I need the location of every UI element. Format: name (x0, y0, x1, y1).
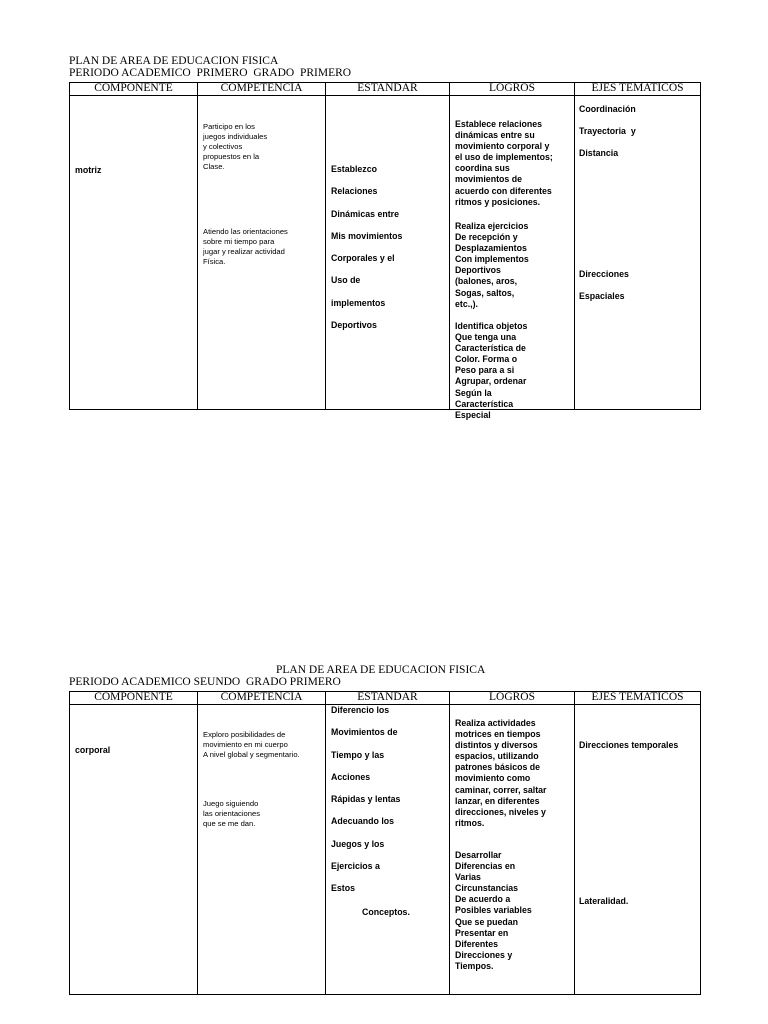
componente-value: motriz (75, 165, 102, 175)
ejes-text-1: Direcciones temporales (579, 740, 679, 750)
section2-title: PLAN DE AREA DE EDUCACION FISICA (276, 664, 486, 676)
estandar-cell (326, 96, 450, 410)
logro-text-1: Realiza actividades motrices en tiempos distintos y diversos espacios, utilizando patrones básicos de movimiento como caminar, correr, saltar lanzar, en diferentes direcciones, niveles y ritmos. (455, 718, 547, 828)
componente-cell (70, 96, 198, 410)
section1-table (69, 82, 701, 420)
section1-period: PERIODO ACADEMICO PRIMERO GRADO PRIMERO (69, 67, 352, 79)
logro-text-3: Identifica objetos Que tenga una Característica de Color. Forma o Peso para a si Agrupar, ordenar Según la Característica Especial (455, 321, 528, 420)
logro-text-1: Establece relaciones dinámicas entre su movimiento corporal y el uso de implementos; coordina sus movimientos de acuerdo con diferentes ritmos y posiciones. (455, 119, 553, 207)
estandar-text: Establezco Relaciones Dinámicas entre Mis movimientos Corporales y el Uso de implementos Deportivos (331, 164, 403, 331)
ejes-text-2: Direcciones Espaciales (579, 269, 629, 302)
header-estandar: ESTANDAR (326, 83, 450, 96)
section1-body-row (70, 96, 701, 410)
componente-value: corporal (75, 745, 111, 755)
logro-text-2: Desarrollar Diferencias en Varias Circunstancias De acuerdo a Posibles variables Que se puedan Presentar en Diferentes Direcciones y Tiempos. (455, 850, 532, 971)
ejes-text-1: Coordinación Trayectoria y Distancia (579, 104, 636, 159)
ejes-cell (575, 96, 701, 410)
logros-cell (450, 96, 575, 420)
header-logros: LOGROS (450, 692, 575, 705)
competencia-text-1: Exploro posibilidades de movimiento en mi cuerpo A nivel global y segmentario. (203, 730, 300, 759)
competencia-cell (198, 96, 326, 410)
section2-table (69, 691, 701, 995)
header-competencia: COMPETENCIA (198, 83, 326, 96)
competencia-cell (198, 705, 326, 995)
estandar-cell (326, 705, 450, 995)
section2-body-row (70, 705, 701, 995)
header-estandar: ESTANDAR (326, 692, 450, 705)
ejes-text-2: Lateralidad. (579, 896, 629, 906)
ejes-cell (575, 705, 701, 995)
header-componente: COMPONENTE (70, 83, 198, 96)
competencia-text-2: Juego siguiendo las orientaciones que se me dan. (203, 799, 260, 828)
logro-text-2: Realiza ejercicios De recepción y Desplazamientos Con implementos Deportivos (balones, aros, Sogas, saltos, etc.,). (455, 221, 529, 309)
logros-cell (450, 705, 575, 995)
componente-cell (70, 705, 198, 995)
competencia-text-2: Atiendo las orientaciones sobre mi tiempo para jugar y realizar actividad Física. (203, 227, 288, 266)
header-ejes: EJES TEMATICOS (575, 83, 701, 96)
header-ejes: EJES TEMATICOS (575, 692, 701, 705)
header-componente: COMPONENTE (70, 692, 198, 705)
estandar-text: Diferencio los Movimientos de Tiempo y las Acciones Rápidas y lentas Adecuando los Juegos y los Ejercicios a Estos (331, 705, 401, 894)
estandar-text-last: Conceptos. (362, 907, 410, 917)
header-competencia: COMPETENCIA (198, 692, 326, 705)
section1-title: PLAN DE AREA DE EDUCACION FISICA (69, 55, 279, 67)
competencia-text-1: Participo en los juegos individuales y colectivos propuestos en la Clase. (203, 122, 268, 171)
section1-header-row (70, 83, 701, 96)
section2-period: PERIODO ACADEMICO SEUNDO GRADO PRIMERO (69, 676, 341, 688)
header-logros: LOGROS (450, 83, 575, 96)
